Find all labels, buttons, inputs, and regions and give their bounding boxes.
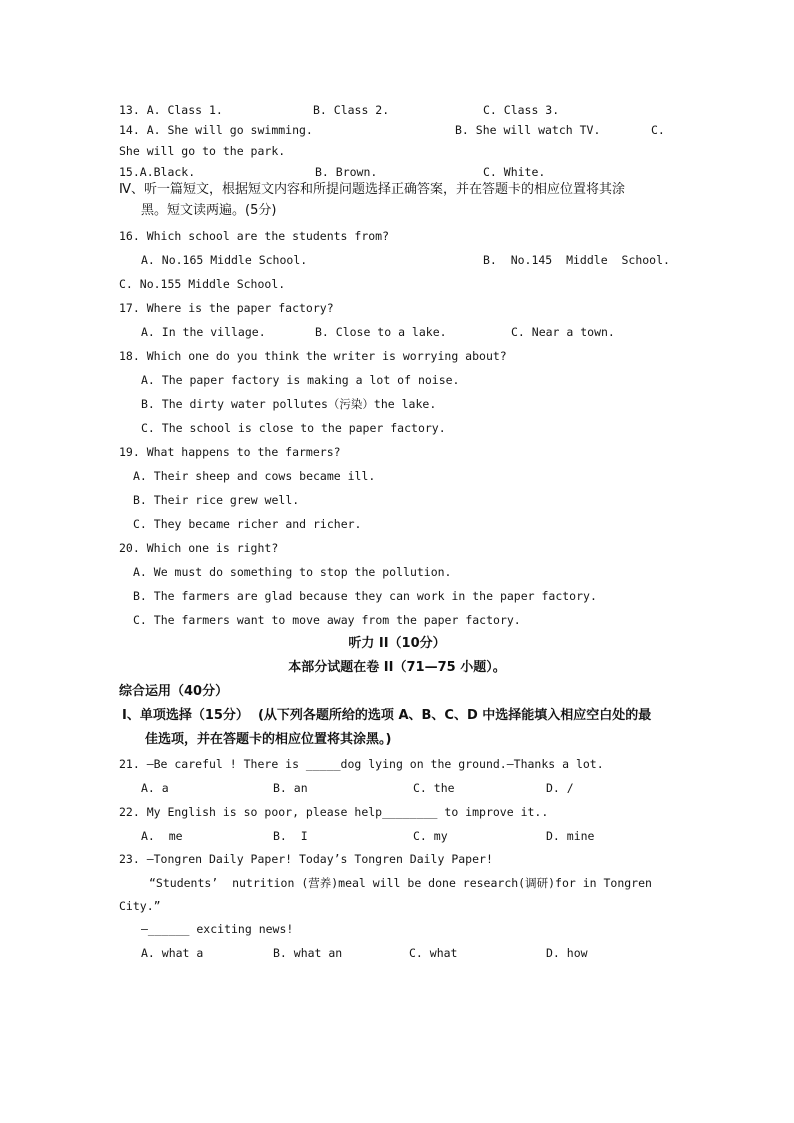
q23-option-d: D. how (546, 946, 588, 960)
q16-option-b: B. No.145 Middle School. (483, 253, 670, 267)
q20-option-b: B. The farmers are glad because they can work in the paper factory. (133, 589, 597, 603)
q19-option-b: B. Their rice grew well. (133, 493, 300, 507)
q19-option-c: C. They became richer and richer. (133, 517, 362, 531)
q18-option-c: C. The school is close to the paper factory. (141, 421, 446, 435)
q23-option-b: B. what an (273, 946, 343, 960)
q21-option-d: D. / (546, 781, 574, 795)
q13-option-c: C. Class 3. (483, 103, 560, 117)
q23-quote-continued: City.” (119, 899, 161, 913)
q23-blank-line: —______ exciting news! (141, 922, 294, 936)
q21-stem: 21. —Be careful ! There is _____dog lying on the ground.—Thanks a lot. (119, 757, 604, 771)
q22-option-b: B. I (273, 829, 308, 843)
q16-option-a: A. No.165 Middle School. (141, 253, 308, 267)
q20-option-c: C. The farmers want to move away from the paper factory. (133, 613, 521, 627)
q22-stem: 22. My English is so poor, please help________ to improve it.. (119, 805, 549, 819)
listening-ii-title: 听力 II（10分） (348, 636, 446, 651)
section-comprehensive-title: 综合运用（40分） (119, 684, 229, 699)
q14-option-c-text: She will go to the park. (119, 144, 286, 158)
q14-option-b: B. She will watch TV. (455, 123, 601, 137)
q23-quote: “Students’ nutrition (营养)meal will be done research(调研)for in Tongren (149, 876, 652, 890)
q16-stem: 16. Which school are the students from? (119, 229, 390, 243)
listening-ii-subtitle: 本部分试题在卷 II（71—75 小题）。 (288, 660, 506, 675)
q22-option-d: D. mine (546, 829, 595, 843)
q20-option-a: A. We must do something to stop the pollution. (133, 565, 452, 579)
part1-instructions-line2: 佳选项，并在答题卡的相应位置将其涂黑。) (145, 732, 392, 747)
q16-option-c: C. No.155 Middle School. (119, 277, 286, 291)
q23-stem: 23. —Tongren Daily Paper! Today’s Tongren Daily Paper! (119, 852, 493, 866)
q19-stem: 19. What happens to the farmers? (119, 445, 341, 459)
q21-option-c: C. the (413, 781, 455, 795)
q17-option-c: C. Near a town. (511, 325, 615, 339)
q17-option-a: A. In the village. (141, 325, 266, 339)
q13-option-b: B. Class 2. (313, 103, 390, 117)
q22-option-c: C. my (413, 829, 448, 843)
q23-option-a: A. what a (141, 946, 204, 960)
q18-option-a: A. The paper factory is making a lot of noise. (141, 373, 460, 387)
q21-option-a: A. a (141, 781, 169, 795)
q15-option-b: B. Brown. (315, 165, 378, 179)
section-iv-instructions-line1: Ⅳ、听一篇短文，根据短文内容和所提问题选择正确答案，并在答题卡的相应位置将其涂 (119, 182, 625, 197)
q17-stem: 17. Where is the paper factory? (119, 301, 334, 315)
q21-option-b: B. an (273, 781, 308, 795)
q14-option-a: 14. A. She will go swimming. (119, 123, 313, 137)
q22-option-a: A. me (141, 829, 183, 843)
q15-option-a: 15.A.Black. (119, 165, 196, 179)
q19-option-a: A. Their sheep and cows became ill. (133, 469, 376, 483)
q14-option-c-label: C. (651, 123, 665, 137)
q18-stem: 18. Which one do you think the writer is worrying about? (119, 349, 507, 363)
q20-stem: 20. Which one is right? (119, 541, 279, 555)
q13-option-a: 13. A. Class 1. (119, 103, 223, 117)
q18-option-b: B. The dirty water pollutes（污染）the lake. (141, 397, 437, 411)
q23-option-c: C. what (409, 946, 458, 960)
section-iv-instructions-line2: 黑。短文读两遍。(5分) (141, 203, 277, 218)
part1-instructions-line1: Ⅰ、单项选择（15分） (从下列各题所给的选项 A、B、C、D 中选择能填入相应空白处的最 (122, 708, 652, 723)
q15-option-c: C. White. (483, 165, 546, 179)
q17-option-b: B. Close to a lake. (315, 325, 447, 339)
